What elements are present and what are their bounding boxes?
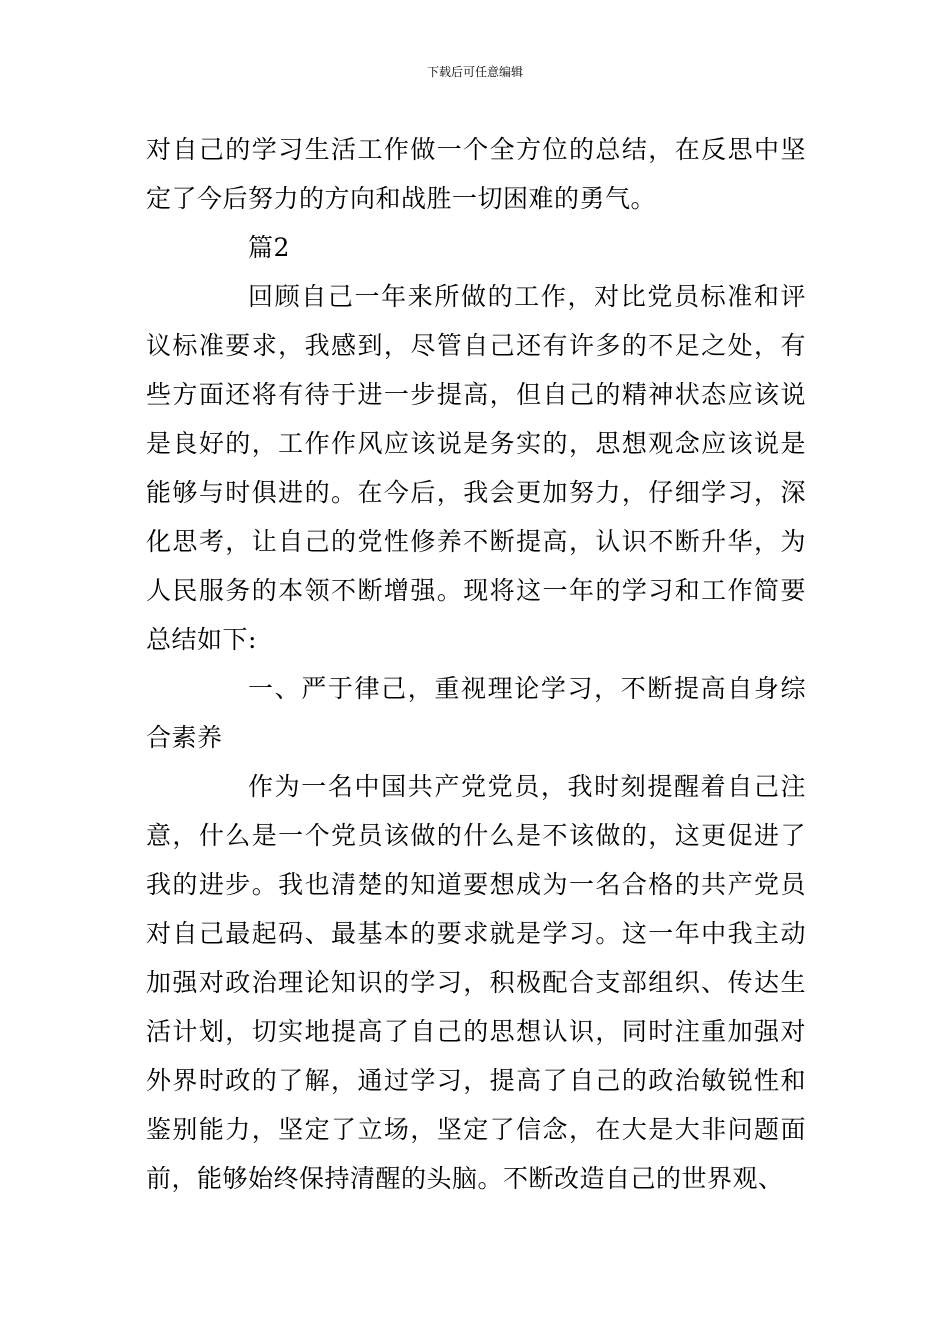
heading-section-one: 一、严于律己，重视理论学习，不断提高自身综合素养 (146, 674, 806, 752)
document-body (146, 125, 806, 1203)
paragraph-review: 回顾自己一年来所做的工作，对比党员标准和评议标准要求，我感到，尽管自己还有许多的不足之处，有些方面还将有待于进一步提高，但自己的精神状态应该说是良好的，工作作风应该说是务实的，思想观念应该说是能够与时俱进的。在今后，我会更加努力，仔细学习，深化思考，让自己的党性修养不断提高，认识不断升华，为人民服务的本领不断增强。现将这一年的学习和工作简要总结如下: (146, 282, 806, 654)
page-header-note: 下载后可任意编辑 (426, 65, 523, 79)
paragraph-party-member: 作为一名中国共产党党员，我时刻提醒着自己注意，什么是一个党员该做的什么是不该做的，这更促进了我的进步。我也清楚的知道要想成为一名合格的共产党员对自己最起码、最基本的要求就是学习。这一年中我主动加强对政治理论知识的学习，积极配合支部组织、传达生活计划，切实地提高了自己的思想认识，同时注重加强对外界时政的了解，通过学习，提高了自己的政治敏锐性和鉴别能力，坚定了立场，坚定了信念，在大是大非问题面前，能够始终保持清醒的头脑。不断改造自己的世界观、 (146, 772, 806, 1193)
paragraph-continuation: 对自己的学习生活工作做一个全方位的总结，在反思中坚定了今后努力的方向和战胜一切困难的勇气。 (146, 135, 806, 213)
section-title-part-2: 篇2 (248, 233, 290, 262)
